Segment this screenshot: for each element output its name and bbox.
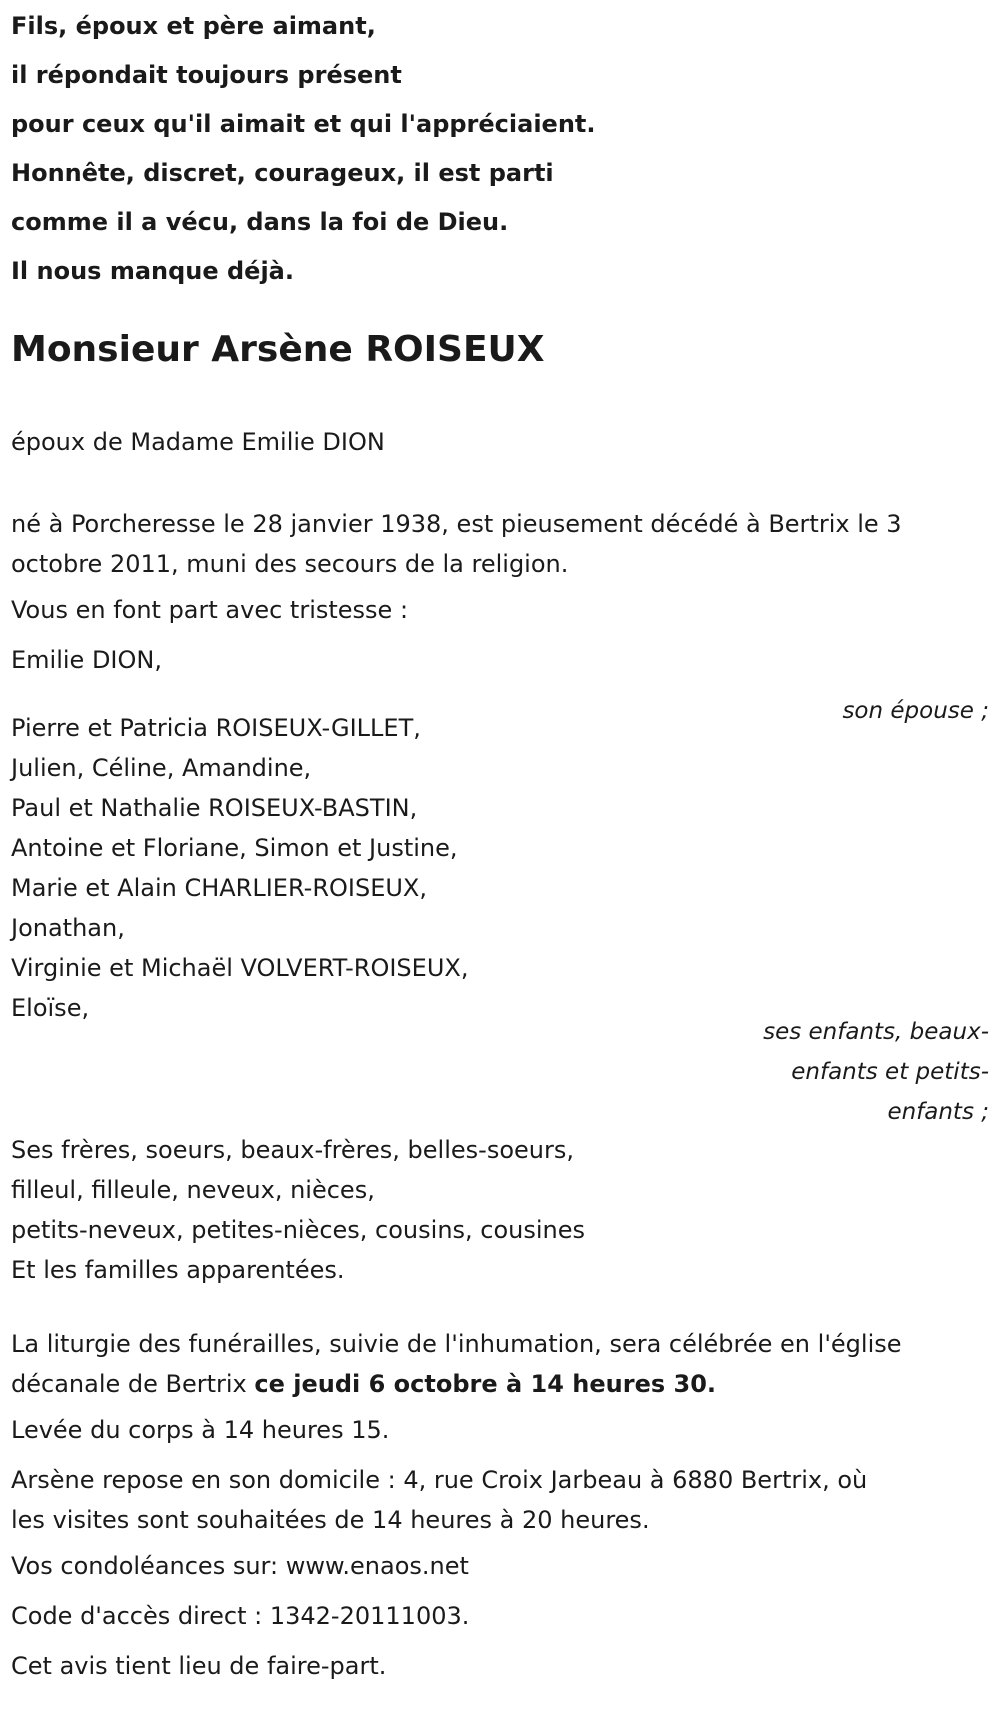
faire-part-line: Cet avis tient lieu de faire-part. <box>11 1652 387 1680</box>
poem-line: il répondait toujours présent <box>11 61 402 89</box>
list-item: Ses frères, soeurs, beaux-frères, belles-soeurs, <box>11 1136 574 1164</box>
children-role-line: enfants ; <box>887 1099 989 1125</box>
list-item: Et les familles apparentées. <box>11 1256 345 1284</box>
poem-line: comme il a vécu, dans la foi de Dieu. <box>11 208 509 236</box>
spouse-name: Emilie DION, <box>11 646 162 674</box>
list-item: Eloïse, <box>11 994 90 1022</box>
spouse-line: époux de Madame Emilie DION <box>11 428 385 456</box>
liturgy-paragraph <box>11 1324 902 1404</box>
list-item: filleul, filleule, neveux, nièces, <box>11 1176 375 1204</box>
levee-line: Levée du corps à 14 heures 15. <box>11 1416 390 1444</box>
poem-line: pour ceux qu'il aimait et qui l'appréciaient. <box>11 110 596 138</box>
birth-death-line: octobre 2011, muni des secours de la religion. <box>11 550 569 578</box>
condoleances-line: Vos condoléances sur: www.enaos.net <box>11 1552 469 1580</box>
liturgy-date: ce jeudi 6 octobre à 14 heures 30. <box>254 1370 717 1398</box>
children-list <box>11 708 468 1028</box>
poem-line: Honnête, discret, courageux, il est parti <box>11 159 554 187</box>
poem-line: Fils, époux et père aimant, <box>11 12 376 40</box>
list-item: Pierre et Patricia ROISEUX-GILLET, <box>11 714 421 742</box>
list-item: Antoine et Floriane, Simon et Justine, <box>11 834 458 862</box>
poem-line: Il nous manque déjà. <box>11 257 294 285</box>
poem <box>11 2 989 296</box>
obituary-notice <box>11 0 989 1680</box>
list-item: Paul et Nathalie ROISEUX-BASTIN, <box>11 794 418 822</box>
repose-line: les visites sont souhaitées de 14 heures à 20 heures. <box>11 1506 650 1534</box>
list-item: Marie et Alain CHARLIER-ROISEUX, <box>11 874 428 902</box>
spouse-role: son épouse ; <box>842 698 989 724</box>
liturgy-line: La liturgie des funérailles, suivie de l'inhumation, sera célébrée en l'église <box>11 1330 902 1358</box>
list-item: petits-neveux, petites-nièces, cousins, cousines <box>11 1216 586 1244</box>
liturgy-line <box>11 1364 902 1404</box>
list-item: Julien, Céline, Amandine, <box>11 754 312 782</box>
list-item: Virginie et Michaël VOLVERT-ROISEUX, <box>11 954 469 982</box>
list-item: Jonathan, <box>11 914 125 942</box>
children-role-line: ses enfants, beaux- <box>763 1019 989 1045</box>
repose-paragraph <box>11 1460 867 1540</box>
birth-death-line: né à Porcheresse le 28 janvier 1938, est pieusement décédé à Bertrix le 3 <box>11 510 902 538</box>
family-list <box>11 1130 585 1290</box>
deceased-name: Monsieur Arsène ROISEUX <box>11 329 545 370</box>
announce-line: Vous en font part avec tristesse : <box>11 596 409 624</box>
birth-death-paragraph <box>11 504 902 584</box>
access-code-line: Code d'accès direct : 1342-20111003. <box>11 1602 470 1630</box>
repose-line: Arsène repose en son domicile : 4, rue Croix Jarbeau à 6880 Bertrix, où <box>11 1466 868 1494</box>
children-role <box>763 1012 989 1132</box>
liturgy-place: décanale de Bertrix <box>11 1370 255 1398</box>
children-role-line: enfants et petits- <box>791 1059 989 1085</box>
